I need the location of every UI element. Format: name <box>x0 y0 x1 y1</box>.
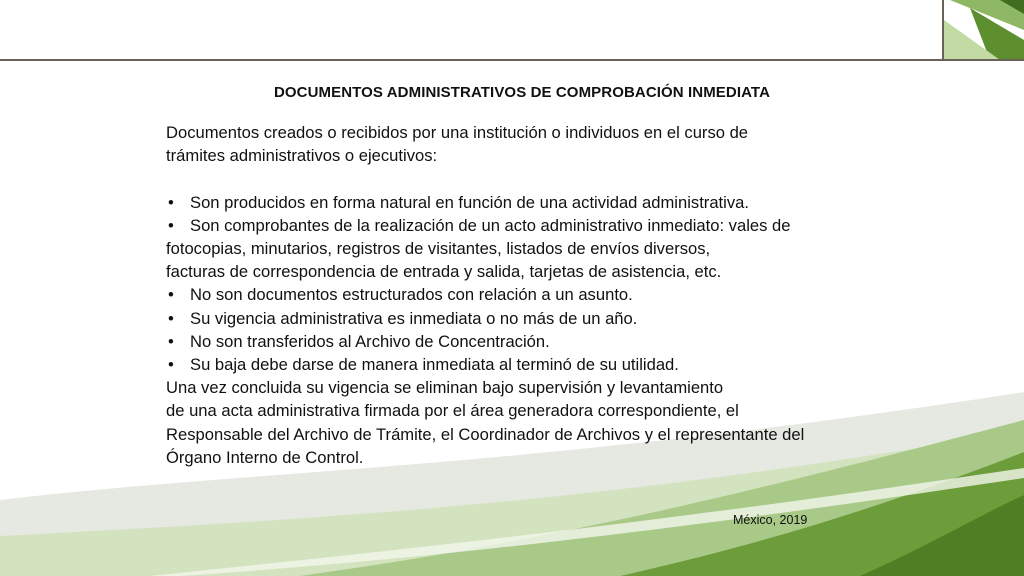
bullet-marker: • <box>168 331 174 351</box>
bullet-item <box>166 283 866 306</box>
bullet-item <box>166 214 866 237</box>
bullet-item <box>166 330 866 353</box>
closing-line: Una vez concluida su vigencia se eliminan bajo supervisión y levantamiento <box>166 378 724 398</box>
closing-line: Responsable del Archivo de Trámite, el Coordinador de Archivos y el representante del <box>166 424 805 444</box>
header-divider-line <box>0 59 1024 61</box>
intro-line: Documentos creados o recibidos por una institución o individuos en el curso de <box>166 123 749 142</box>
closing-line: Órgano Interno de Control. <box>166 447 364 467</box>
closing-line: de una acta administrativa firmada por el área generadora correspondiente, el <box>166 401 739 421</box>
header-vertical-divider <box>942 0 944 60</box>
bullet-continuation: fotocopias, minutarios, registros de visitantes, listados de envíos diversos, <box>166 239 711 258</box>
slide-title: DOCUMENTOS ADMINISTRATIVOS DE COMPROBACIÓN INMEDIATA <box>273 84 771 101</box>
bullet-text: Su vigencia administrativa es inmediata o no más de un año. <box>190 308 638 328</box>
bullet-text: Su baja debe darse de manera inmediata al terminó de su utilidad. <box>190 355 679 375</box>
bullet-item <box>166 191 866 214</box>
slide-body <box>166 121 866 469</box>
bullet-item <box>166 307 866 330</box>
bullet-continuation: facturas de correspondencia de entrada y salida, tarjetas de asistencia, etc. <box>166 262 722 282</box>
intro-line: trámites administrativos o ejecutivos: <box>166 146 438 166</box>
bullet-item <box>166 353 866 376</box>
bullet-marker: • <box>168 192 174 212</box>
bullet-marker: • <box>168 308 174 328</box>
bullet-marker: • <box>168 285 174 305</box>
footer-location-year: México, 2019 <box>733 513 808 527</box>
paragraph-spacer <box>166 167 866 190</box>
bullet-text: Son producidos en forma natural en función de una actividad administrativa. <box>190 192 749 212</box>
bullet-marker: • <box>168 355 174 375</box>
bullet-text: No son transferidos al Archivo de Concentración. <box>190 331 550 351</box>
bullet-text: Son comprobantes de la realización de un acto administrativo inmediato: vales de <box>190 215 791 235</box>
bullet-marker: • <box>168 215 174 235</box>
bullet-text: No son documentos estructurados con relación a un asunto. <box>190 285 633 305</box>
